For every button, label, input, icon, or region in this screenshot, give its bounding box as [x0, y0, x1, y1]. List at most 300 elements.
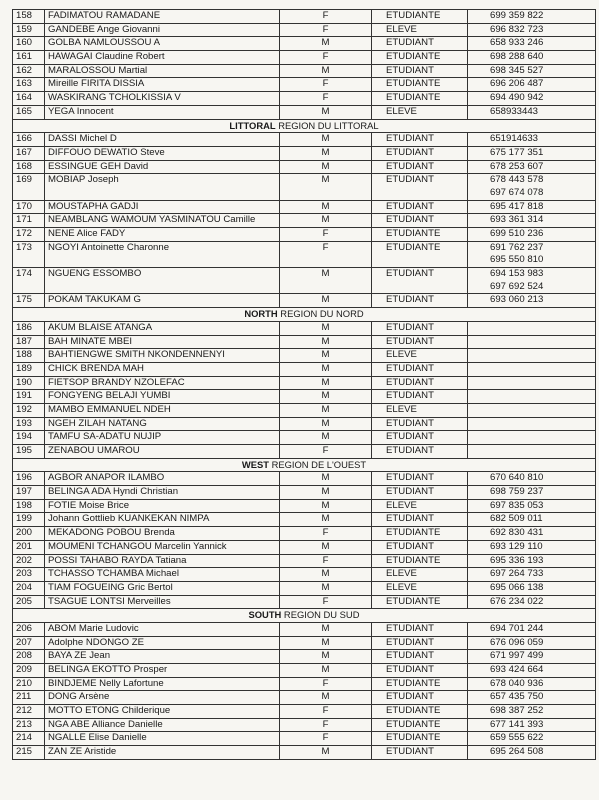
phone-number: 698 387 252 [490, 705, 544, 717]
region-code: SOUTH [248, 609, 282, 621]
table-row [13, 146, 596, 160]
participant-name-cell: ZENABOU UMAROU [45, 445, 280, 459]
phone-cell [468, 527, 596, 541]
phone-cell [468, 650, 596, 664]
table-row [13, 445, 596, 459]
table-row [13, 527, 596, 541]
region-header [13, 308, 596, 322]
row-number-cell: 169 [13, 174, 45, 200]
participant-name-cell: BELINGA ADA Hyndi Christian [45, 486, 280, 500]
table-row [13, 133, 596, 147]
phone-cell [468, 78, 596, 92]
sex-cell: F [280, 78, 372, 92]
participant-name-cell: MOBIAP Joseph [45, 174, 280, 200]
sex-cell: M [280, 472, 372, 486]
participant-name-cell: ABOM Marie Ludovic [45, 622, 280, 636]
table-row [13, 51, 596, 65]
sex-cell: M [280, 146, 372, 160]
table-row [13, 677, 596, 691]
row-number-cell: 208 [13, 650, 45, 664]
row-number-cell: 194 [13, 431, 45, 445]
phone-cell [468, 335, 596, 349]
row-number-cell: 202 [13, 554, 45, 568]
status-cell: ETUDIANTE [372, 677, 468, 691]
phone-cell [468, 595, 596, 609]
sex-cell: M [280, 133, 372, 147]
phone-cell [468, 445, 596, 459]
status-cell: ETUDIANTE [372, 732, 468, 746]
phone-cell [468, 10, 596, 24]
sex-cell: F [280, 241, 372, 267]
status-cell: ETUDIANTE [372, 241, 468, 267]
table-row [13, 268, 596, 294]
row-number-cell: 162 [13, 64, 45, 78]
region-name: REGION DE L'OUEST [268, 458, 367, 470]
phone-number: 657 435 750 [490, 691, 544, 703]
sex-cell: M [280, 335, 372, 349]
phone-number: 694 490 942 [490, 92, 544, 104]
participant-name-cell: POSSI TAHABO RAYDA Tatiana [45, 554, 280, 568]
status-cell: ETUDIANT [372, 335, 468, 349]
sex-cell: M [280, 268, 372, 294]
table-row [13, 10, 596, 24]
participant-name-cell: Adolphe NDONGO ZE [45, 636, 280, 650]
phone-cell [468, 160, 596, 174]
phone-cell [468, 174, 596, 200]
phone-number: 696 832 723 [490, 23, 544, 35]
participant-name-cell: MOUSTAPHA GADJI [45, 200, 280, 214]
row-number-cell: 161 [13, 51, 45, 65]
row-number-cell: 160 [13, 37, 45, 51]
phone-cell [468, 214, 596, 228]
table-row [13, 23, 596, 37]
table-row [13, 513, 596, 527]
phone-cell [468, 146, 596, 160]
phone-number: 695 550 810 [490, 254, 544, 266]
sex-cell: F [280, 92, 372, 106]
row-number-cell: 189 [13, 362, 45, 376]
phone-number: 698 759 237 [490, 486, 544, 498]
status-cell: ETUDIANTE [372, 78, 468, 92]
phone-cell [468, 417, 596, 431]
phone-number: 697 835 053 [490, 499, 544, 511]
participant-name-cell: BAH MINATE MBEI [45, 335, 280, 349]
sex-cell: M [280, 321, 372, 335]
phone-number: 691 762 237 [490, 241, 544, 253]
table-row [13, 349, 596, 363]
phone-cell [468, 664, 596, 678]
phone-cell [468, 403, 596, 417]
phone-cell [468, 554, 596, 568]
participant-name-cell: MAMBO EMMANUEL NDEH [45, 403, 280, 417]
row-number-cell: 200 [13, 527, 45, 541]
row-number-cell: 197 [13, 486, 45, 500]
participant-name-cell: NENE Alice FADY [45, 228, 280, 242]
table-row [13, 540, 596, 554]
row-number-cell: 175 [13, 294, 45, 308]
status-cell: ETUDIANT [372, 321, 468, 335]
row-number-cell: 212 [13, 705, 45, 719]
region-header [13, 609, 596, 623]
table-row [13, 746, 596, 760]
table-row [13, 294, 596, 308]
participant-name-cell: TIAM FOGUEING Gric Bertol [45, 581, 280, 595]
participant-name-cell: BELINGA EKOTTO Prosper [45, 664, 280, 678]
phone-number: 651914633 [490, 133, 539, 145]
table-row [13, 335, 596, 349]
status-cell: ETUDIANTE [372, 228, 468, 242]
sex-cell: M [280, 214, 372, 228]
status-cell: ETUDIANT [372, 390, 468, 404]
status-cell: ELEVE [372, 403, 468, 417]
phone-number: 695 336 193 [490, 554, 544, 566]
phone-number: 692 830 431 [490, 527, 544, 539]
phone-number: 676 096 059 [490, 636, 544, 648]
status-cell: ETUDIANT [372, 146, 468, 160]
table-row [13, 595, 596, 609]
row-number-cell: 204 [13, 581, 45, 595]
phone-cell [468, 568, 596, 582]
participant-name-cell: TCHASSO TCHAMBA Michael [45, 568, 280, 582]
status-cell: ETUDIANT [372, 174, 468, 200]
phone-number: 697 692 524 [490, 280, 544, 292]
table-row [13, 78, 596, 92]
phone-number: 678 040 936 [490, 677, 544, 689]
status-cell: ETUDIANTE [372, 554, 468, 568]
participant-name-cell: MOUMENI TCHANGOU Marcelin Yannick [45, 540, 280, 554]
status-cell: ETUDIANT [372, 200, 468, 214]
phone-number: 678 443 578 [490, 174, 544, 186]
row-number-cell: 168 [13, 160, 45, 174]
row-number-cell: 167 [13, 146, 45, 160]
phone-cell [468, 105, 596, 119]
participant-name-cell: DONG Arsène [45, 691, 280, 705]
status-cell: ETUDIANT [372, 622, 468, 636]
row-number-cell: 166 [13, 133, 45, 147]
sex-cell: M [280, 403, 372, 417]
participant-name-cell: CHICK BRENDA MAH [45, 362, 280, 376]
region-name: REGION DU SUD [281, 609, 360, 621]
sex-cell: M [280, 349, 372, 363]
row-number-cell: 187 [13, 335, 45, 349]
participant-name-cell: NGUENG ESSOMBO [45, 268, 280, 294]
status-cell: ETUDIANT [372, 445, 468, 459]
status-cell: ETUDIANT [372, 431, 468, 445]
participant-table-body [13, 10, 596, 760]
participant-name-cell: Johann Gottlieb KUANKEKAN NIMPA [45, 513, 280, 527]
sex-cell: M [280, 37, 372, 51]
phone-cell [468, 294, 596, 308]
phone-cell [468, 486, 596, 500]
phone-number: 658933443 [490, 105, 539, 117]
phone-cell [468, 23, 596, 37]
row-number-cell: 164 [13, 92, 45, 106]
table-row [13, 200, 596, 214]
status-cell: ETUDIANT [372, 37, 468, 51]
sex-cell: M [280, 746, 372, 760]
phone-cell [468, 51, 596, 65]
phone-cell [468, 92, 596, 106]
phone-cell [468, 622, 596, 636]
participant-name-cell: FONGYENG BELAJI YUMBI [45, 390, 280, 404]
participant-name-cell: TAMFU SA-ADATU NUJIP [45, 431, 280, 445]
phone-cell [468, 241, 596, 267]
row-number-cell: 165 [13, 105, 45, 119]
phone-cell [468, 349, 596, 363]
sex-cell: M [280, 64, 372, 78]
table-row [13, 650, 596, 664]
participant-name-cell: Mireille FIRITA DISSIA [45, 78, 280, 92]
table-row [13, 105, 596, 119]
status-cell: ETUDIANT [372, 636, 468, 650]
row-number-cell: 171 [13, 214, 45, 228]
participant-name-cell: AGBOR ANAPOR ILAMBO [45, 472, 280, 486]
sex-cell: M [280, 568, 372, 582]
status-cell: ELEVE [372, 568, 468, 582]
phone-cell [468, 64, 596, 78]
row-number-cell: 215 [13, 746, 45, 760]
row-number-cell: 213 [13, 718, 45, 732]
phone-cell [468, 390, 596, 404]
participant-name-cell: NGA ABE Alliance Danielle [45, 718, 280, 732]
phone-cell [468, 472, 596, 486]
status-cell: ETUDIANT [372, 650, 468, 664]
table-row [13, 732, 596, 746]
table-row [13, 174, 596, 200]
row-number-cell: 158 [13, 10, 45, 24]
status-cell: ETUDIANTE [372, 527, 468, 541]
phone-number: 695 417 818 [490, 200, 544, 212]
participant-name-cell: GOLBA NAMLOUSSOU A [45, 37, 280, 51]
phone-cell [468, 732, 596, 746]
status-cell: ELEVE [372, 581, 468, 595]
sex-cell: F [280, 527, 372, 541]
table-row [13, 705, 596, 719]
participant-name-cell: FIETSOP BRANDY NZOLEFAC [45, 376, 280, 390]
sex-cell: M [280, 294, 372, 308]
sex-cell: M [280, 581, 372, 595]
region-code: LITTORAL [229, 119, 276, 131]
status-cell: ELEVE [372, 349, 468, 363]
phone-number: 698 345 527 [490, 64, 544, 76]
participant-name-cell: FADIMATOU RAMADANE [45, 10, 280, 24]
sex-cell: F [280, 228, 372, 242]
phone-cell [468, 636, 596, 650]
sex-cell: M [280, 513, 372, 527]
participant-name-cell: MEKADONG POBOU Brenda [45, 527, 280, 541]
table-row [13, 241, 596, 267]
region-name: REGION DU LITTORAL [275, 119, 379, 131]
row-number-cell: 159 [13, 23, 45, 37]
phone-cell [468, 133, 596, 147]
row-number-cell: 192 [13, 403, 45, 417]
phone-cell [468, 677, 596, 691]
row-number-cell: 163 [13, 78, 45, 92]
table-row [13, 499, 596, 513]
row-number-cell: 170 [13, 200, 45, 214]
sex-cell: M [280, 362, 372, 376]
sex-cell: M [280, 486, 372, 500]
region-header [13, 458, 596, 472]
sex-cell: M [280, 636, 372, 650]
participant-name-cell: AKUM BLAISE ATANGA [45, 321, 280, 335]
row-number-cell: 172 [13, 228, 45, 242]
sex-cell: M [280, 431, 372, 445]
sex-cell: M [280, 499, 372, 513]
participant-name-cell: ESSINGUE GEH David [45, 160, 280, 174]
table-row [13, 636, 596, 650]
table-row [13, 431, 596, 445]
participant-name-cell: NGEH ZILAH NATANG [45, 417, 280, 431]
status-cell: ETUDIANTE [372, 10, 468, 24]
status-cell: ELEVE [372, 105, 468, 119]
participant-name-cell: NEAMBLANG WAMOUM YASMINATOU Camille [45, 214, 280, 228]
table-row [13, 581, 596, 595]
table-row [13, 554, 596, 568]
phone-number: 670 640 810 [490, 472, 544, 484]
sex-cell: M [280, 160, 372, 174]
table-row [13, 472, 596, 486]
table-row [13, 390, 596, 404]
status-cell: ETUDIANTE [372, 718, 468, 732]
phone-number: 699 359 822 [490, 10, 544, 21]
participant-name-cell: HAWAGAI Claudine Robert [45, 51, 280, 65]
phone-cell [468, 228, 596, 242]
participant-name-cell: DIFFOUO DEWATIO Steve [45, 146, 280, 160]
sex-cell: M [280, 650, 372, 664]
row-number-cell: 214 [13, 732, 45, 746]
phone-number: 658 933 246 [490, 37, 544, 49]
row-number-cell: 207 [13, 636, 45, 650]
table-row [13, 486, 596, 500]
participant-name-cell: BAYA ZE Jean [45, 650, 280, 664]
region-code: NORTH [244, 308, 278, 320]
status-cell: ETUDIANT [372, 160, 468, 174]
status-cell: ETUDIANTE [372, 595, 468, 609]
row-number-cell: 190 [13, 376, 45, 390]
participant-name-cell: MARALOSSOU Martial [45, 64, 280, 78]
phone-cell [468, 431, 596, 445]
phone-number: 695 264 508 [490, 746, 544, 758]
table-row [13, 160, 596, 174]
region-header-row [13, 119, 596, 133]
phone-cell [468, 540, 596, 554]
row-number-cell: 173 [13, 241, 45, 267]
status-cell: ETUDIANT [372, 472, 468, 486]
table-row [13, 417, 596, 431]
phone-number: 696 206 487 [490, 78, 544, 90]
sex-cell: F [280, 595, 372, 609]
status-cell: ETUDIANT [372, 376, 468, 390]
table-row [13, 214, 596, 228]
phone-number: 693 129 110 [490, 540, 543, 552]
status-cell: ETUDIANTE [372, 51, 468, 65]
status-cell: ETUDIANT [372, 691, 468, 705]
row-number-cell: 193 [13, 417, 45, 431]
row-number-cell: 191 [13, 390, 45, 404]
phone-cell [468, 200, 596, 214]
sex-cell: F [280, 51, 372, 65]
phone-number: 697 264 733 [490, 568, 544, 580]
phone-cell [468, 513, 596, 527]
phone-number: 698 288 640 [490, 51, 544, 63]
phone-number: 695 066 138 [490, 581, 544, 593]
sex-cell: F [280, 10, 372, 24]
table-row [13, 718, 596, 732]
phone-cell [468, 581, 596, 595]
sex-cell: F [280, 718, 372, 732]
row-number-cell: 195 [13, 445, 45, 459]
region-name: REGION DU NORD [277, 308, 364, 320]
row-number-cell: 196 [13, 472, 45, 486]
status-cell: ETUDIANTE [372, 705, 468, 719]
row-number-cell: 174 [13, 268, 45, 294]
participant-name-cell: MOTTO ETONG Childerique [45, 705, 280, 719]
table-row [13, 403, 596, 417]
sex-cell: F [280, 705, 372, 719]
row-number-cell: 188 [13, 349, 45, 363]
status-cell: ETUDIANT [372, 214, 468, 228]
phone-cell [468, 37, 596, 51]
row-number-cell: 210 [13, 677, 45, 691]
row-number-cell: 198 [13, 499, 45, 513]
sex-cell: F [280, 732, 372, 746]
table-row [13, 228, 596, 242]
sex-cell: M [280, 174, 372, 200]
status-cell: ETUDIANT [372, 486, 468, 500]
phone-cell [468, 268, 596, 294]
row-number-cell: 199 [13, 513, 45, 527]
sex-cell: F [280, 677, 372, 691]
row-number-cell: 201 [13, 540, 45, 554]
table-row [13, 376, 596, 390]
row-number-cell: 206 [13, 622, 45, 636]
status-cell: ETUDIANT [372, 268, 468, 294]
participant-name-cell: NGOYI Antoinette Charonne [45, 241, 280, 267]
status-cell: ETUDIANT [372, 417, 468, 431]
phone-cell [468, 746, 596, 760]
table-row [13, 37, 596, 51]
status-cell: ETUDIANT [372, 513, 468, 527]
status-cell: ETUDIANT [372, 294, 468, 308]
phone-number: 659 555 622 [490, 732, 544, 744]
phone-number: 671 997 499 [490, 650, 544, 662]
participant-name-cell: ZAN ZE Aristide [45, 746, 280, 760]
region-header-row [13, 308, 596, 322]
phone-cell [468, 705, 596, 719]
participant-name-cell: NGALLE Elise Danielle [45, 732, 280, 746]
status-cell: ETUDIANT [372, 133, 468, 147]
table-row [13, 362, 596, 376]
status-cell: ETUDIANT [372, 746, 468, 760]
phone-number: 694 153 983 [490, 268, 544, 280]
sex-cell: F [280, 23, 372, 37]
phone-number: 693 060 213 [490, 294, 544, 306]
sex-cell: M [280, 105, 372, 119]
status-cell: ETUDIANT [372, 540, 468, 554]
phone-number: 675 177 351 [490, 146, 544, 158]
sex-cell: F [280, 445, 372, 459]
phone-number: 693 424 664 [490, 664, 544, 676]
participant-name-cell: POKAM TAKUKAM G [45, 294, 280, 308]
row-number-cell: 205 [13, 595, 45, 609]
table-row [13, 622, 596, 636]
phone-number: 693 361 314 [490, 214, 544, 226]
phone-cell [468, 718, 596, 732]
region-header-row [13, 458, 596, 472]
participant-name-cell: WASKIRANG TCHOLKISSIA V [45, 92, 280, 106]
table-row [13, 691, 596, 705]
